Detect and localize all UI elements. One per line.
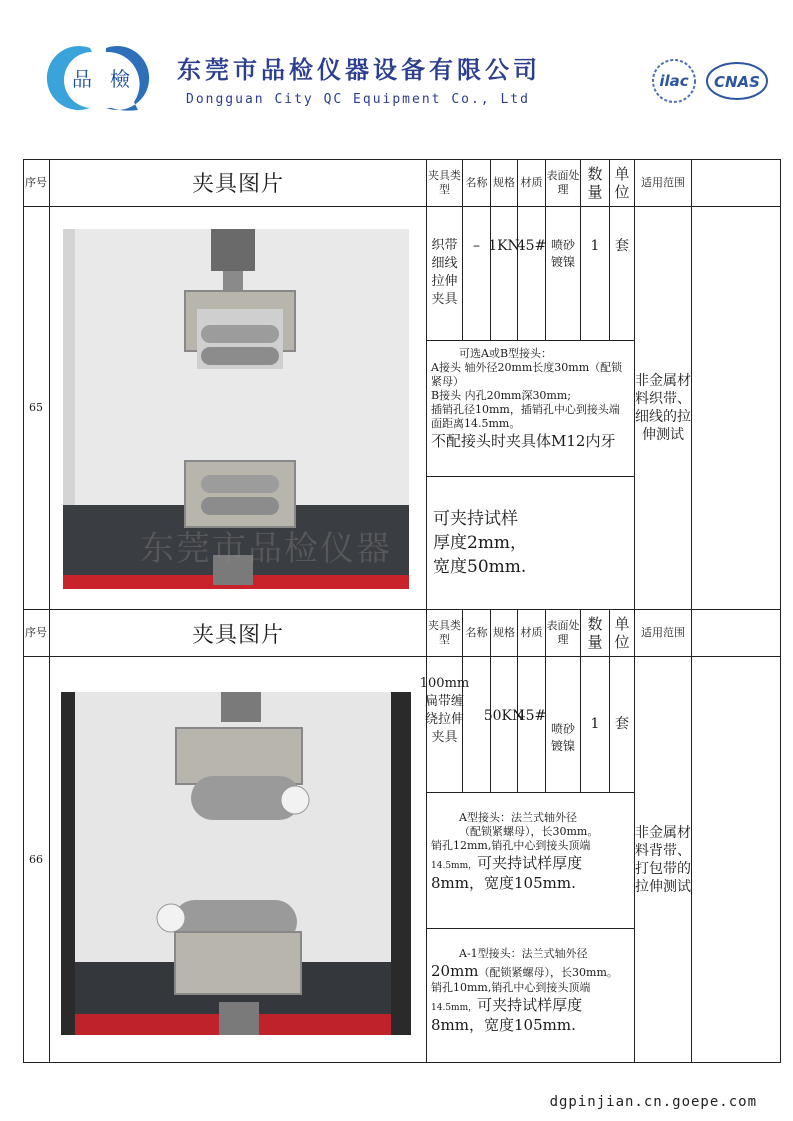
logo-char-2: 檢	[110, 67, 130, 91]
blank-cell	[692, 657, 781, 1063]
header-unit: 单位	[610, 610, 635, 657]
note-line: A接头 轴外径20mm长度30mm（配锁紧母）	[431, 361, 623, 388]
fixture-surface: 喷砂镀镍	[546, 657, 581, 793]
capacity-line: 宽度50mm.	[433, 557, 527, 577]
header-surface: 表面处理	[546, 159, 581, 207]
connector-note-b	[427, 929, 635, 1063]
note-mid: 20mm	[431, 962, 479, 980]
capacity-line: 厚度2mm，	[433, 533, 528, 553]
header-type: 夹具类型	[427, 159, 463, 207]
header-material: 材质	[518, 610, 546, 657]
header-spec: 规格	[491, 610, 518, 657]
fixture-type: 100mm扁带缠绕拉伸夹具	[427, 657, 463, 793]
company-logo	[52, 42, 152, 114]
note-line: （配锁紧螺母），长30mm。	[478, 966, 618, 979]
header-surface: 表面处理	[546, 610, 581, 657]
fixture-scope: 非金属材料织带、细线的拉伸测试	[635, 207, 692, 610]
connector-note-a	[427, 793, 635, 929]
ilac-logo	[645, 58, 703, 104]
fixture-name	[463, 657, 491, 793]
header-scope: 适用范围	[635, 610, 692, 657]
fixture-unit: 套	[610, 207, 635, 341]
header-qty: 数量	[581, 610, 610, 657]
fixture-type: 织带细线拉伸夹具	[427, 207, 463, 341]
blank-cell	[692, 207, 781, 610]
note-big: 可夹持试样厚度8mm，宽度105mm.	[431, 854, 583, 892]
company-name-en: Dongguan City QC Equipment Co., Ltd	[186, 92, 530, 107]
capacity-line: 可夹持试样	[433, 509, 518, 529]
fixture-photo-65	[63, 229, 409, 589]
ilac-text: ilac	[659, 72, 689, 90]
row-index: 65	[23, 207, 50, 610]
fixture-scope: 非金属材料背带、打包带的拉伸测试	[635, 657, 692, 1063]
note-small: 14.5mm，	[431, 861, 478, 871]
fixture-unit: 套	[610, 657, 635, 793]
header-index: 序号	[23, 159, 50, 207]
fixture-name: –	[463, 207, 491, 341]
fixture-material: 45#	[518, 207, 546, 341]
header-unit: 单位	[610, 159, 635, 207]
header-picture: 夹具图片	[50, 610, 427, 657]
connector-note	[427, 341, 635, 477]
footer-url: dgpinjian.cn.goepe.com	[549, 1094, 757, 1110]
fixture-qty: 1	[581, 207, 610, 341]
note-line-big: 不配接头时夹具体M12内牙	[431, 432, 616, 450]
header-scope: 适用范围	[635, 159, 692, 207]
header-name: 名称	[463, 159, 491, 207]
note-line: 销孔10mm,销孔中心到接头顶端	[431, 981, 591, 994]
cnas-logo	[705, 58, 769, 104]
fixture-qty: 1	[581, 657, 610, 793]
company-name-cn: 东莞市品检仪器设备有限公司	[177, 56, 541, 84]
note-line: A-1型接头：法兰式轴外径	[459, 947, 588, 960]
note-line: 可选A或B型接头：	[459, 347, 553, 360]
header-qty: 数量	[581, 159, 610, 207]
header-index: 序号	[23, 610, 50, 657]
note-line: （配锁紧螺母），长30mm。	[459, 825, 599, 838]
note-line: 销孔12mm,销孔中心到接头顶端	[431, 839, 591, 852]
note-big: 可夹持试样厚度8mm，宽度105mm.	[431, 996, 583, 1034]
header-material: 材质	[518, 159, 546, 207]
header-blank	[692, 159, 781, 207]
fixture-photo-66	[61, 692, 411, 1035]
row-index: 66	[23, 657, 50, 1063]
header-picture: 夹具图片	[50, 159, 427, 207]
cnas-text: CNAS	[714, 73, 760, 91]
note-line: 插销孔径10mm，插销孔中心到接头端面距离14.5mm。	[431, 403, 620, 430]
header-name: 名称	[463, 610, 491, 657]
fixture-material: 45#	[518, 657, 546, 793]
header-type: 夹具类型	[427, 610, 463, 657]
capacity-note	[427, 477, 635, 610]
header-spec: 规格	[491, 159, 518, 207]
fixture-surface: 喷砂镀镍	[546, 207, 581, 341]
note-line: B接头 内孔20mm深30mm;	[431, 389, 572, 402]
logo-char-1: 品	[72, 67, 92, 91]
note-small: 14.5mm，	[431, 1003, 478, 1013]
fixture-spec: 50KN	[491, 657, 518, 793]
note-line: A型接头：法兰式轴外径	[459, 811, 577, 824]
header-blank	[692, 610, 781, 657]
watermark: 东莞市品检仪器	[140, 529, 392, 569]
fixture-spec: 1KN	[491, 207, 518, 341]
